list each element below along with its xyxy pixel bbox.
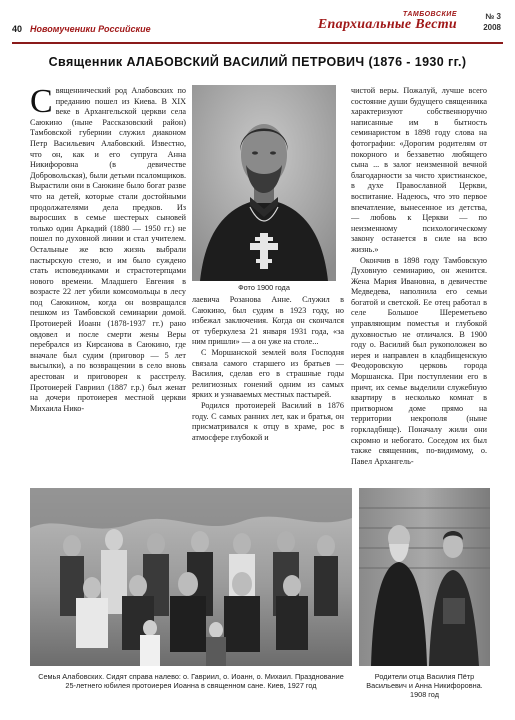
- portrait-photo: [192, 85, 336, 281]
- portrait-caption: Фото 1900 года: [238, 283, 290, 292]
- paragraph: Окончив в 1898 году Тамбовскую Духовную семинарию, он женится. Жена Мария Ивановна, в девичестве Медведева, наполнила его семьи богатой и светской. Ее отец работал в селе Большое Шереметьево управляющим поместья и глубокой духовностью не отличался. В 1900 году о. Василий был рукоположен во иерея и направлен в кладбищенскую Феодоровскую церковь города Моршанска. При поступлении его в причт, их семье выделили служебную квартиру в несколько комнат в притворном доме прямо на территории некрополя (ныне горкладбище). Поначалу жили они скромно и небогато. Соседом их был также священник, по-видимому, о. Павел Архангель-: [351, 255, 487, 466]
- issue-number: № 3: [485, 12, 501, 21]
- drop-cap: С: [30, 86, 53, 120]
- family-group-photo: [30, 488, 352, 666]
- paragraph: лаевича Розанова Анне. Служил в Саюкино, был судим в 1923 году, но избежал заключения. Когда он скончался от туберкулеза 21 января 1931 года, «за ним пришли» — а он уже на столе...: [192, 295, 344, 347]
- family-group-caption: Семья Алабовских. Сидят справа налево: о. Гавриил, о. Иоанн, о. Михаил. Празднование 25-летнего юбилея протоиерея Иоанна в священном сане. Киев, 1927 год: [38, 672, 344, 690]
- issue-info: [483, 11, 501, 33]
- text-column-1: [30, 86, 186, 484]
- parents-photo: [359, 488, 490, 666]
- paragraph: Родился протоиерей Василий в 1876 году. С самых ранних лет, как и братья, он присматривался к отцу в храме, рос в атмосфере глубокой и: [192, 400, 344, 442]
- page-header: [0, 0, 515, 44]
- paragraph: чистой веры. Пожалуй, лучше всего состояние души будущего священника характеризуют собственноручно написанные им в бытность семинаристом в 1898 году слова на фотографии: «Дорогим родителям от покорного и беззаветно любящего сына ... в залог неизменной вечной благодарности за чисто христианское, в духе Православной Церкви, воспитание. Надеюсь, что это первое впечатление, вынесенное из детства, — любовь к Церкви — по неизменному психологическому закону останется в силе на всю жизнь.»: [351, 86, 487, 254]
- page-number: 40: [12, 24, 23, 34]
- issue-year: 2008: [483, 23, 501, 32]
- masthead-main: Епархиальные Вести: [317, 17, 457, 32]
- masthead-logo: [318, 11, 457, 31]
- section-title: Новомученики Российские: [30, 24, 151, 34]
- paragraph: С Моршанской землей воля Господня связала самого старшего из братьев — Василия, сделав его в страшные годы религиозных гонений одним из самых ярких и узнаваемых местных пастырей.: [192, 347, 344, 400]
- text-column-2: [192, 295, 344, 484]
- article-title: Священник АЛАБОВСКИЙ ВАСИЛИЙ ПЕТРОВИЧ (1876 - 1930 гг.): [48, 55, 467, 69]
- masthead-top: ТАМБОВСКИЕ: [402, 11, 457, 18]
- text-column-3: [351, 86, 487, 484]
- parents-caption: Родители отца Василия Пётр Васильевич и Анна Никифоровна. 1908 год: [366, 672, 483, 699]
- header-rule: [12, 42, 503, 44]
- paragraph: вященнический род Алабовских по преданию пошел из Киева. В XIX веке в Архангельской церкви села Саюкино (ныне Рассказовский район) Тамбовской губернии служил диаконом Петр Васильевич Алабовский. Известно, что он, как и его супруга Анна Никифоровна (в девичестве Добровольская), были детьми псаломщиков. Вырастили они в Саюкине было богат разве что на детей, которые стали достойными продолжателями дела предков. Из выросших в семье шестерых сыновей только один Аркадий (1880 — 1950 гг.) не пошел по духовной линии и стал учителем. Остальные же всю жизнь выбрали пастырскую стезю, и им было суждено стать исповедниками и страстотерпцами нового времени. Младшего Евгения в возрасте 22 лет убили комсомольцы в лесу под Саюкином, когда он возвращался пешком из Тамбовской семинарии домой. Протоиерей Иоанн (1878-1937 гг.) рано овдовел и после смерти жены Веры перебрался из Кирсанова в Саюкино, где вначале был судим (приговор — 5 лет высылки), а по возвращении в село вновь арестован и приговорен к расстрелу. Протоиерей Гавриил (1887 г.р.) был женат на дочери протоиерея местной церкви Михаила Нико-: [30, 86, 186, 413]
